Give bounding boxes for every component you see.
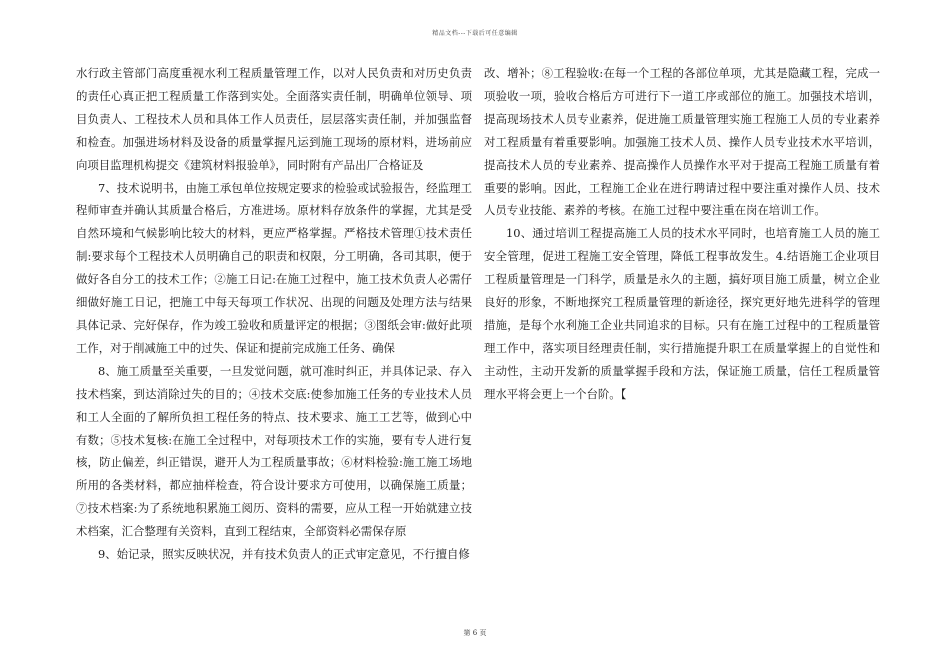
paragraph: 7、技术说明书，由施工承包单位按规定要求的检验或试验报告，经监理工程师审查并确认其质量合格后，方准进场。原材料存放条件的掌握，尤其是受自然环境和气候影响比较大的材料，更应严格掌握。严格技术管理①技术责任制:要求每个工程技术人员明确自己的职责和权限，分工明确，各司其职，便于做好各自分工的技术工作；②施工日记:在施工过程中，施工技术负责人必需仔细做好施工日记，把施工中每天每项工作状况、出现的问题及处理方法与结果具体记录、完好保存，作为竣工验收和质量评定的根据；③图纸会审:做好此项工作，对于削减施工中的过失、保证和提前完成施工任务、确保 [76,180,472,355]
page-header: 精品文档---下载后可任意编辑 [432,30,518,37]
paragraph: 8、施工质量至关重要，一旦发觉问题，就可准时纠正，并具体记录、存入技术档案，到达消除过失的目的；④技术交底:使参加施工任务的专业技术人员和工人全面的了解所负担工程任务的特点、技术要求、施工工艺等，做到心中有数；⑤技术复核:在施工全过程中，对每项技术工作的实施，要有专人进行复核，防止偏差，纠正错误，避开人为工程质量事故；⑥材料检验:施工施工场地所用的各类材料，都应抽样检查，符合设计要求方可使用，以确保施工质量；⑦技术档案:为了系统地积累施工阅历、资料的需要，应从工程一开始就建立技术档案，汇合整理有关资料，直到工程结束，全部资料必需保存原 [76,363,472,539]
paragraph: 水行政主管部门高度重视水利工程质量管理工作，以对人民负责和对历史负责的责任心真正把工程质量工作落到实处。全面落实责任制，明确单位领导、项目负责人、工程技术人员和具体工作人员责任，层层落实责任制，并加强监督和检查。加强进场材料及设备的质量掌握凡运到施工现场的原材料，进场前应向项目监理机构提交《建筑材料报验单》，同时附有产品出厂合格证及 [76,66,472,172]
paragraph: 改、增补；⑧工程验收:在每一个工程的各部位单项，尤其是隐藏工程，完成一项验收一项，验收合格后方可进行下一道工序或部位的施工。加强技术培训，提高现场技术人员专业素养，促进施工质量管理实施工程施工人员的专业素养对工程质量有着重要影响。加强施工技术人员、操作人员专业技术水平培训，提高技术人员的专业素养、提高操作人员操作水平对于提高工程施工质量有着重要的影响。因此，工程施工企业在进行聘请过程中要注重对操作人员、技术人员专业技能、素养的考核。在施工过程中要注重在岗在培训工作。 [484,66,880,218]
paragraph: 10、通过培训工程提高施工人员的技术水平同时，也培育施工人员的施工安全管理，促进工程施工安全管理，降低工程事故发生。4.结语施工企业项目工程质量管理是一门科学，质量是永久的主题，搞好项目施工质量，树立企业良好的形象，不断地探究工程质量管理的新途径，探究更好地先进科学的管理措施，是每个水利施工企业共同追求的目标。只有在施工过程中的工程质量管理工作中，落实项目经理责任制，实行措施提升职工在质量掌握上的自觉性和主动性，主动开发新的质量掌握手段和方法，保证施工质量，信任工程质量管理水平将会更上一个台阶。【 [484,226,880,401]
page-number: 第 6 页 [463,629,487,637]
paragraph: 9、始记录，照实反映状况，并有技术负责人的正式审定意见，不行擅自修 [98,547,470,562]
right-text-column [484,62,880,406]
left-text-column [76,62,472,566]
